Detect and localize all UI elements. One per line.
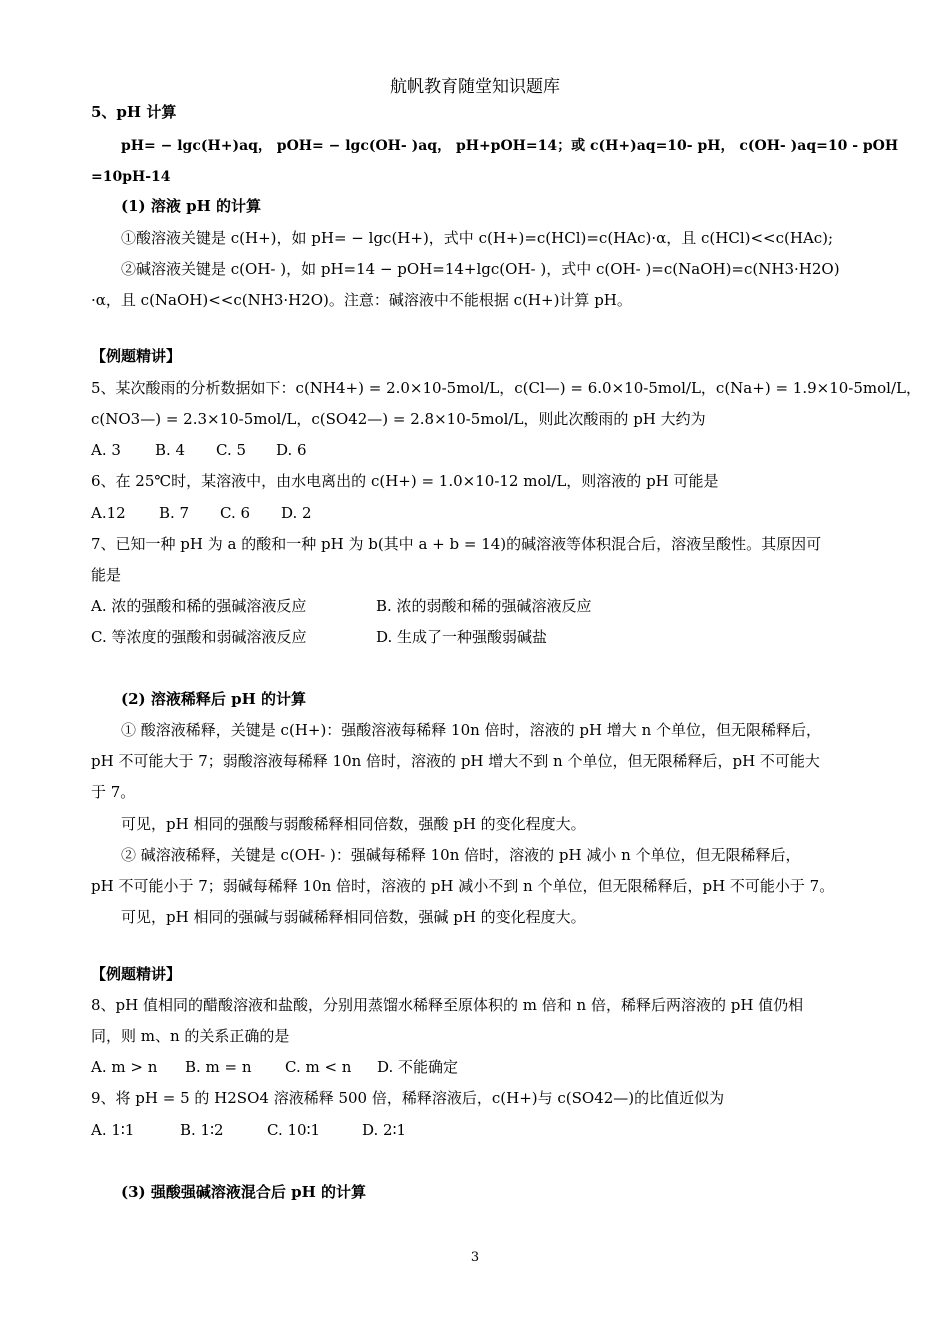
option-c: C. 10∶1: [267, 1121, 321, 1139]
option-d: D. 不能确定: [377, 1058, 459, 1076]
option-b: B. m = n: [185, 1058, 252, 1076]
base-dilution-note: 可见，pH 相同的强碱与弱碱稀释相同倍数，强碱 pH 的变化程度大。: [121, 908, 586, 926]
acid-dilution-rule: ① 酸溶液稀释，关键是 c(H+)：强酸溶液每稀释 10n 倍时，溶液的 pH 增大 n 个单位，但无限稀释后，: [121, 721, 821, 739]
question-5: 5、某次酸雨的分析数据如下：c(NH4+) = 2.0×10-5mol/L，c(Cl—) = 6.0×10-5mol/L，c(Na+) = 1.9×10-5mol/L，: [91, 379, 921, 397]
base-dilution-rule: ② 碱溶液稀释，关键是 c(OH- )：强碱每稀释 10n 倍时，溶液的 pH 减小 n 个单位，但无限稀释后，: [121, 846, 801, 864]
option-b: B. 4: [155, 441, 186, 459]
base-solution-rule: ②碱溶液关键是 c(OH- )，如 pH=14 − pOH=14+lgc(OH- )，式中 c(OH- )=c(NaOH)=c(NH3·H2O): [121, 260, 840, 278]
question-6: 6、在 25℃时，某溶液中，由水电离出的 c(H+) = 1.0×10-12 mol/L，则溶液的 pH 可能是: [91, 472, 719, 490]
option-d: D. 2: [281, 504, 312, 522]
option-b: B. 浓的弱酸和稀的强碱溶液反应: [376, 597, 592, 615]
option-a: A. 1∶1: [91, 1121, 135, 1139]
option-a: A. 浓的强酸和稀的强碱溶液反应: [91, 597, 307, 615]
subsection-3-title: (3) 强酸强碱溶液混合后 pH 的计算: [121, 1183, 366, 1201]
option-d: D. 2∶1: [362, 1121, 407, 1139]
option-d: D. 生成了一种强酸弱碱盐: [376, 628, 548, 646]
option-c: C. 6: [220, 504, 251, 522]
question-7-options-row-2: [91, 627, 547, 647]
option-c: C. m < n: [285, 1058, 352, 1076]
page-number: 3: [470, 1250, 480, 1265]
acid-dilution-note: 可见，pH 相同的强酸与弱酸稀释相同倍数，强酸 pH 的变化程度大。: [121, 815, 586, 833]
acid-solution-rule: ①酸溶液关键是 c(H+)，如 pH= − lgc(H+)，式中 c(H+)=c(HCl)=c(HAc)·α，且 c(HCl)<<c(HAc);: [121, 229, 834, 247]
option-c: C. 等浓度的强酸和弱碱溶液反应: [91, 628, 307, 646]
subsection-1-title: (1) 溶液 pH 的计算: [121, 197, 261, 215]
acid-dilution-rule-end: 于 7。: [91, 783, 136, 801]
base-dilution-rule-cont: pH 不可能小于 7；弱碱每稀释 10n 倍时，溶液的 pH 减小不到 n 个单位，但无限稀释后，pH 不可能小于 7。: [91, 877, 835, 895]
option-c: C. 5: [216, 441, 247, 459]
question-9: 9、将 pH = 5 的 H2SO4 溶液稀释 500 倍，稀释溶液后，c(H+)与 c(SO42—)的比值近似为: [91, 1089, 725, 1107]
example-label: 【例题精讲】: [91, 965, 182, 983]
question-8-cont: 同，则 m、n 的关系正确的是: [91, 1027, 290, 1045]
question-9-options: [91, 1120, 406, 1140]
question-7: 7、已知一种 pH 为 a 的酸和一种 pH 为 b(其中 a + b = 14)的碱溶液等体积混合后，溶液呈酸性。其原因可: [91, 535, 822, 553]
question-8: 8、pH 值相同的醋酸溶液和盐酸，分别用蒸馏水稀释至原体积的 m 倍和 n 倍，稀释后两溶液的 pH 值仍相: [91, 996, 804, 1014]
option-b: B. 1∶2: [180, 1121, 224, 1139]
question-6-options: [91, 503, 312, 523]
example-label: 【例题精讲】: [91, 347, 182, 365]
question-8-options: [91, 1057, 458, 1077]
question-5-options: [91, 440, 307, 460]
formula-line-2: =10pH-14: [91, 169, 171, 185]
base-solution-rule-cont: ·α，且 c(NaOH)<<c(NH3·H2O)。注意：碱溶液中不能根据 c(H+)计算 pH。: [91, 291, 632, 309]
acid-dilution-rule-cont: pH 不可能大于 7；弱酸溶液每稀释 10n 倍时，溶液的 pH 增大不到 n 个单位，但无限稀释后，pH 不可能大: [91, 752, 820, 770]
formula-line-1: pH= − lgc(H+)aq， pOH= − lgc(OH- )aq， pH+pOH=14；或 c(H+)aq=10- pH， c(OH- )aq=10 - pOH: [121, 138, 899, 154]
option-a: A.12: [91, 504, 126, 522]
option-b: B. 7: [159, 504, 190, 522]
option-a: A. 3: [91, 441, 121, 459]
question-7-cont: 能是: [91, 566, 122, 584]
subsection-2-title: (2) 溶液稀释后 pH 的计算: [121, 690, 306, 708]
page-header: 航帆教育随堂知识题库: [390, 77, 560, 97]
section-title: 5、pH 计算: [91, 103, 177, 121]
question-5-cont: c(NO3—) = 2.3×10-5mol/L，c(SO42—) = 2.8×10-5mol/L，则此次酸雨的 pH 大约为: [91, 410, 706, 428]
option-d: D. 6: [276, 441, 307, 459]
question-7-options-row-1: [91, 596, 592, 616]
option-a: A. m > n: [91, 1058, 158, 1076]
